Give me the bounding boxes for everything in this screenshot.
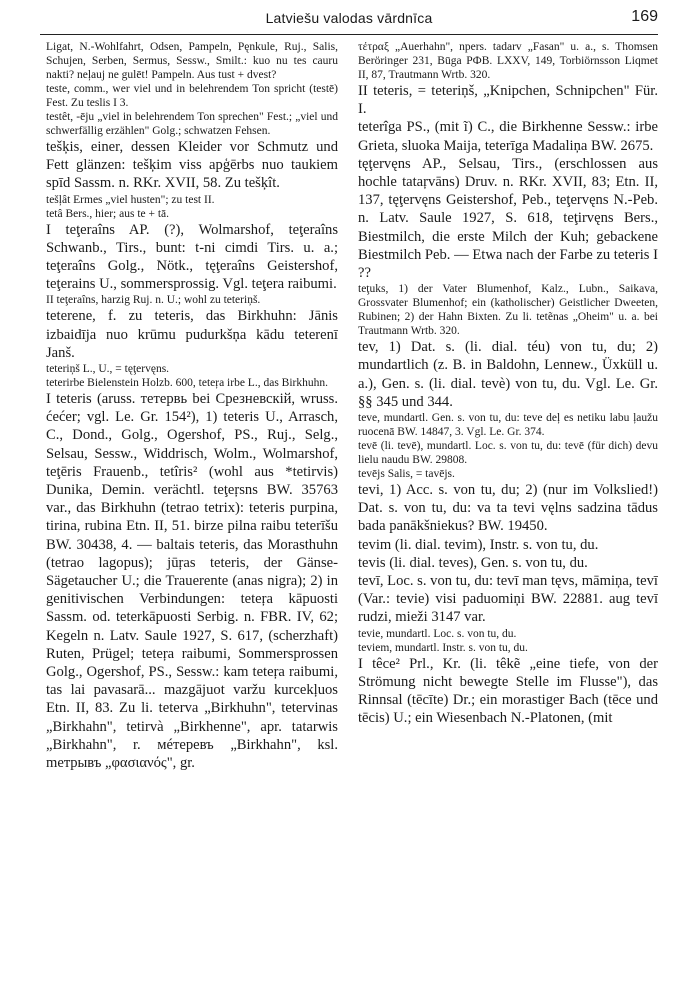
page-header [40, 8, 658, 35]
dictionary-entry: II teteris, = teteriņš, „Knipchen, Schnipchen" Für. I. [358, 83, 658, 118]
dictionary-entry: tevie, mundartl. Loc. s. von tu, du. [358, 627, 517, 640]
dictionary-entry: tevī, Loc. s. von tu, du: tevī man tęvs, māmiņa, tevī (Var.: tevie) visi paduomiņi BW. 22881. aug tevī rudzi, mieži 3147 var. [358, 573, 658, 626]
dictionary-entry: testêt, -ēju „viel in belehrendem Ton sprechen" Fest.; „viel und schwerfällig erzählen" Golg.; schwatzen Fehsen. [46, 111, 338, 137]
dictionary-entry: tęţervęns AP., Selsau, Tirs., (erschlossen aus hochle tataŗvāns) Druv. n. RKr. XVII, 83; Etn. II, 137, tęţervęns Geistershof, Peb., teţervęns N.-Peb. n. Latv. Saule 1927, S. 618, teţirvęns Bers., Biestmilch, die erste Milch der Kuh; gebackene Biestmilch Peb. — Etwa nach der Farbe zu teteris I ?? [358, 155, 658, 282]
running-title: Latviešu valodas vārdnīca [265, 10, 433, 26]
dictionary-entry: teterene, f. zu teteris, das Birkhuhn: Jānis izbaidīja nuo krūmu pudurkšņa kādu teterenī Janš. [46, 308, 338, 361]
page-number: 169 [631, 8, 658, 25]
dictionary-entry: tev, 1) Dat. s. (li. dial. téu) von tu, du; 2) mundartlich (z. B. in Baldohn, Lennew., Üxküll u. a.), Gen. s. (li. dial. tevè) von tu, du. Vgl. Le. Gr. §§ 345 und 344. [358, 339, 658, 410]
dictionary-entry: tevis (li. dial. teves), Gen. s. von tu, du. [358, 554, 588, 571]
dictionary-entry: tešķis, einer, dessen Kleider vor Schmutz und Fett glänzen: tešķim viss apģērbs nuo taukiem spīd Sassm. n. RKr. XVII, 58. Zu tešķît. [46, 139, 338, 192]
dictionary-entry: τέτραξ „Auerhahn", npers. tadarv „Fasan" u. a., s. Thomsen Beröringer 231, Būga PФB. LXXV, 149, Torbiörnsson Liqmet II, 87, Trautmann Wrtb. 320. [358, 41, 658, 81]
dictionary-entry: teviem, mundartl. Instr. s. von tu, du. [358, 641, 528, 654]
dictionary-entry: teve, mundartl. Gen. s. von tu, du: teve deļ es netiku labu ļaužu ruocenā BW. 14847, 3. Vgl. Le. Gr. 374. [358, 412, 658, 439]
dictionary-entry: tevi, 1) Acc. s. von tu, du; 2) (nur im Volkslied!) Dat. s. von tu, du: va ta tevi vęlns sadzina tādus bada panākšniekus? BW. 19450. [358, 482, 658, 535]
dictionary-entry: I teteris (aruss. тетервь bei Срезневскій, wruss. ćećer; vgl. Le. Gr. 154²), 1) teteris U., Arrasch, C., Dond., Golg., Ogershof, PS., Ruj., Selg., Selsau, Sessw., Widdrisch, Wolm., Wolmarshof, teţēris Frauenb., tetîris² (wohl aus *tetirvis) Dunika, Demin. verächtl. teţeŗsns BW. 35763 var., das Birkhuhn (tetrao tetrix): teteris purpina, tirina, rubina Etn. II, 51. birze pilna raibu teterīšu BW. 30438, 4. — baltais teteris, das Morasthuhn (tetrao lagopus); jūŗas teteris, der Gänse-Sägetaucher U.; die Trauerente (anas nigra); 2) in genitivischen Verbindungen: teteŗa kāpuosti Sassm. od. teterkāpuosti Serbig. n. FBR. IV, 62; Kegeln n. Latv. Saule 1927, S. 617, (scherzhaft) Ruten, Prügel; teteŗa raibumi, Sommersprossen Golg., Ogershof, PS., Sessw.: kam teteŗa raibumi, tas lai pavasarā... mazgājuot varžu kurcekļuos Etn. II, 83. Zu li. teterva „Birkhuhn", tetervinas „Birkhahn", tetirvà „Birkhenne", apr. tatarwis „Birkhahn", r. мéтеревъ „Birkhahn", ksl. meтpывъ „φασιανός", gr. [46, 391, 338, 772]
dictionary-entry: teteriņš L., U., = tęţervęns. [46, 363, 170, 376]
dictionary-entry: Ligat, N.-Wohlfahrt, Odsen, Pampeln, Pęnkule, Ruj., Salis, Schujen, Serben, Sermus, Sessw., Smilt.: kuo nu tes cauru nakti? neļauj ne gulēt! Pampeln. Aus tust + dvest? [46, 41, 338, 81]
dictionary-entry: tetâ Bers., hier; aus te + tā. [46, 207, 170, 220]
dictionary-entry: tevē (li. tevē), mundartl. Loc. s. von tu, du: tevē (für dich) devu lielu naudu BW. 29808. [358, 440, 658, 467]
dictionary-entry: tešļât Ermes „viel husten"; zu test II. [46, 193, 215, 206]
left-column [46, 40, 338, 990]
dictionary-entry: teterîga PS., (mit ĩ) C., die Birkhenne Sessw.: irbe Grieta, sluoka Maija, teterīga Madaliņa BW. 2675. [358, 119, 658, 154]
dictionary-entry: tevējs Salis, = tavējs. [358, 468, 455, 481]
dictionary-entry: II teţeraîns, harzig Ruj. n. U.; wohl zu teteriņš. [46, 294, 261, 307]
dictionary-entry: I têce² Prl., Kr. (li. têkẽ „eine tiefe, von der Strömung nicht bewegte Stelle im Flusse"), das Rinnsal (tēcīte) Dr.; ein morastiger Bach (tēce und tēcis) U.; ein Wiesenbach N.-Platonen, (mit [358, 655, 658, 727]
dictionary-entry: teterirbe Bielenstein Holzb. 600, teteŗa irbe L., das Birkhuhn. [46, 377, 328, 390]
dictionary-entry: I teţeraîns AP. (?), Wolmarshof, teţeraîns Schwanb., Tirs., bunt: t-ni cimdi Tirs. u. a.; teţeraîns Golg., Nötk., tęţeraîns Geistershof, teţerains U., sommersprossig. Vgl. teţera raibumi. [46, 221, 338, 293]
dictionary-entry: teţuks, 1) der Vater Blumenhof, Kalz., Lubn., Saikava, Grossvater Blumenhof; ein (katholischer) Geistlicher Dweeten, Rubinen; 2) der Hahn Bixten. Zu li. tetẽnas „Oheim" u. a. bei Trautmann Wrtb. 320. [358, 283, 658, 338]
right-column [358, 40, 658, 990]
dictionary-entry: tevim (li. dial. tevim), Instr. s. von tu, du. [358, 536, 599, 553]
dictionary-entry: teste, comm., wer viel und in belehrendem Ton spricht (testē) Fest. Zu teslis I 3. [46, 83, 338, 109]
